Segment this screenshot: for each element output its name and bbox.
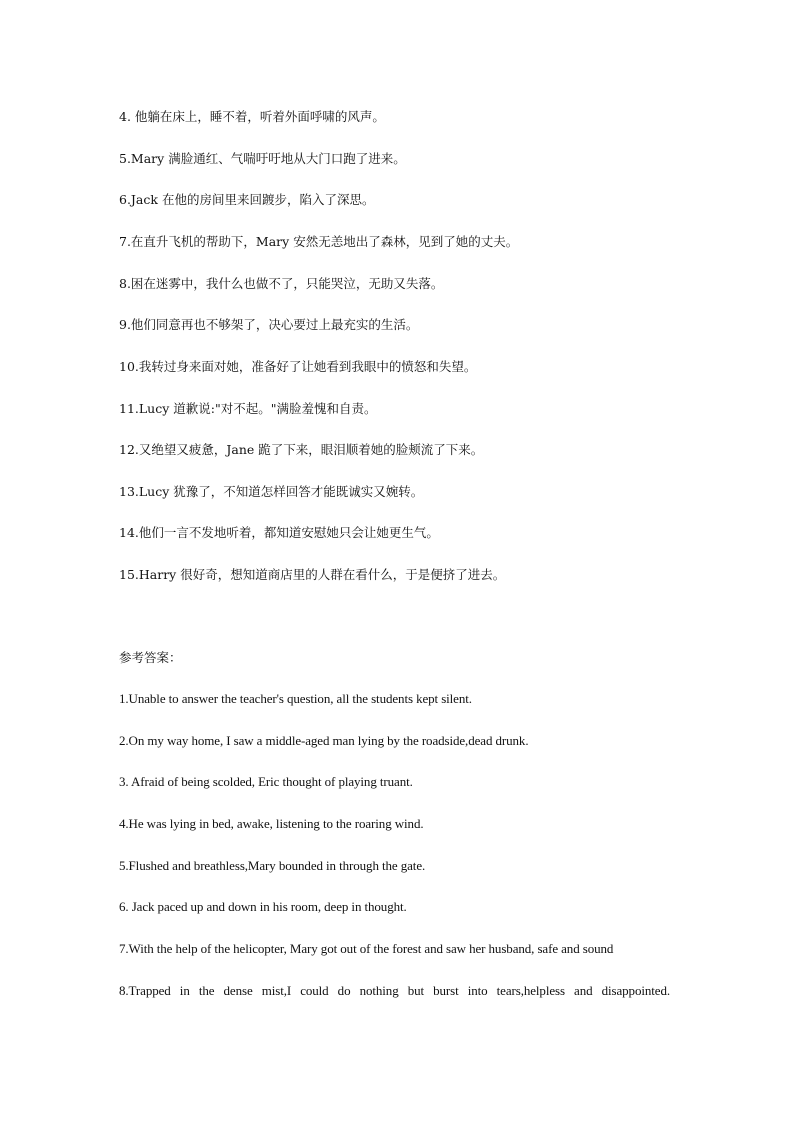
question-10: 10.我转过身来面对她，准备好了让她看到我眼中的愤怒和失望。 <box>119 359 477 374</box>
answer-7: 7.With the help of the helicopter, Mary got out of the forest and saw her husband, safe and sound <box>119 941 614 956</box>
question-11: 11.Lucy 道歉说:"对不起。"满脸羞愧和自责。 <box>119 401 377 416</box>
question-4: 4. 他躺在床上，睡不着，听着外面呼啸的风声。 <box>119 109 385 124</box>
answer-4: 4.He was lying in bed, awake, listening to the roaring wind. <box>119 816 424 831</box>
answer-8: 8.Trapped in the dense mist,I could do nothing but burst into tears,helpless and disappointed. <box>119 983 670 998</box>
answers-heading: 参考答案： <box>119 650 182 665</box>
answer-3: 3. Afraid of being scolded, Eric thought of playing truant. <box>119 774 413 789</box>
answer-6: 6. Jack paced up and down in his room, deep in thought. <box>119 899 407 914</box>
question-8: 8.困在迷雾中，我什么也做不了，只能哭泣，无助又失落。 <box>119 276 444 291</box>
question-9: 9.他们同意再也不够架了，决心要过上最充实的生活。 <box>119 317 419 332</box>
question-6: 6.Jack 在他的房间里来回踱步，陷入了深思。 <box>119 192 375 207</box>
question-5: 5.Mary 满脸通红、气喘吁吁地从大门口跑了进来。 <box>119 151 406 166</box>
question-13: 13.Lucy 犹豫了，不知道怎样回答才能既诚实又婉转。 <box>119 484 424 499</box>
question-14: 14.他们一言不发地听着，都知道安慰她只会让她更生气。 <box>119 525 439 540</box>
question-12: 12.又绝望又疲惫，Jane 跪了下来，眼泪顺着她的脸颊流了下来。 <box>119 442 484 457</box>
question-15: 15.Harry 很好奇，想知道商店里的人群在看什么，于是便挤了进去。 <box>119 567 506 582</box>
answer-2: 2.On my way home, I saw a middle-aged man lying by the roadside,dead drunk. <box>119 733 529 748</box>
answer-5: 5.Flushed and breathless,Mary bounded in through the gate. <box>119 858 426 873</box>
question-7: 7.在直升飞机的帮助下，Mary 安然无恙地出了森林，见到了她的丈夫。 <box>119 234 519 249</box>
answer-1: 1.Unable to answer the teacher's question, all the students kept silent. <box>119 691 472 706</box>
